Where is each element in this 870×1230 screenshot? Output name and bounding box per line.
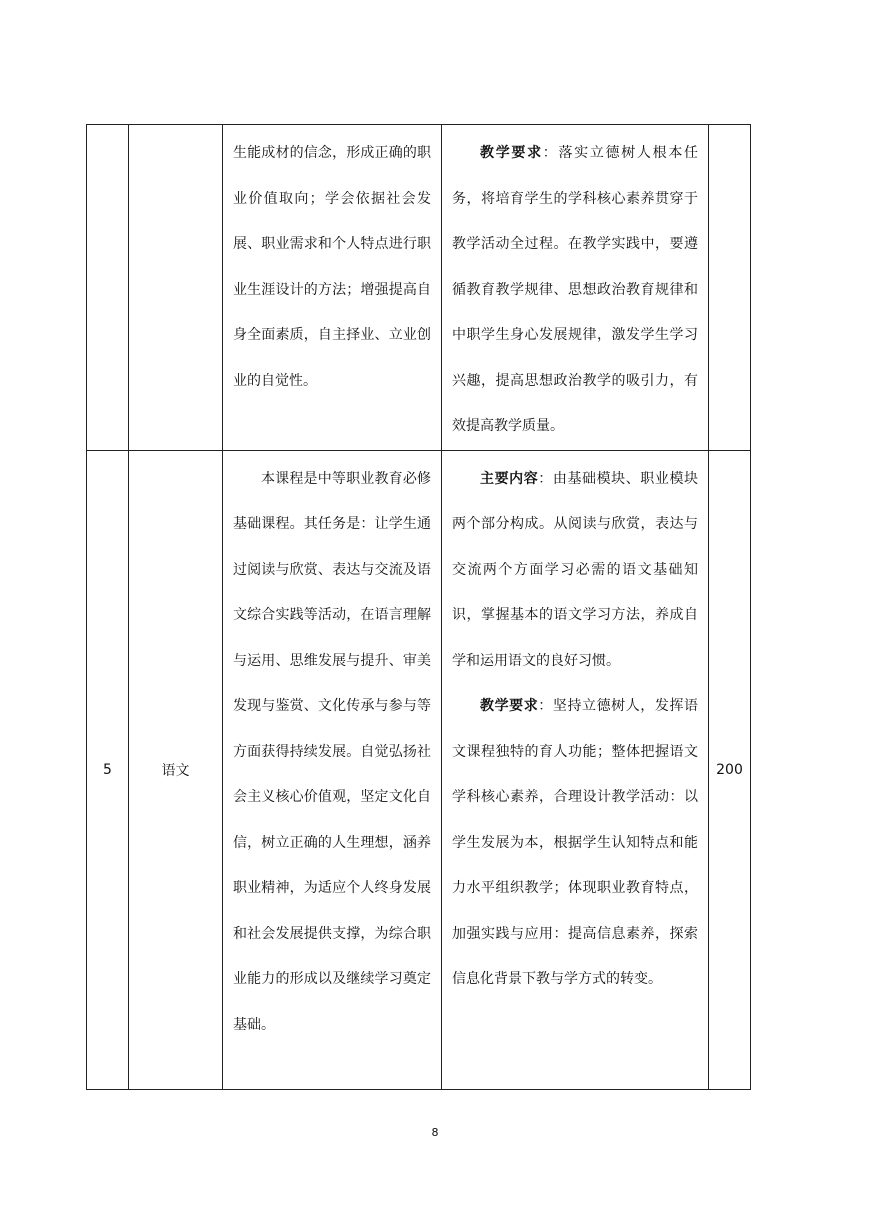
main-content-heading: 主要内容	[480, 470, 539, 487]
course-name-cell	[129, 125, 223, 451]
row-number-cell: 5	[87, 450, 129, 1089]
table-row	[87, 450, 751, 1089]
objective-cell	[223, 450, 442, 1089]
requirements-heading: 教学要求	[480, 698, 539, 714]
content-paragraph-requirements	[452, 131, 698, 450]
page-number: 8	[431, 1126, 439, 1139]
content-paragraph-main	[452, 457, 698, 685]
objective-paragraph	[233, 457, 431, 1049]
main-content-text: ：由基础模块、职业模块两个部分构成。从阅读与欣赏，表达与交流两个方面学习必需的语文基础知识，掌握基本的语文学习方法，养成自学和运用语文的良好习惯。	[452, 470, 699, 669]
content-cell	[442, 450, 709, 1089]
curriculum-table	[86, 124, 751, 1090]
requirements-heading: 教学要求	[480, 145, 543, 161]
content-cell	[442, 125, 709, 451]
objective-text: 本课程是中等职业教育必修基础课程。其任务是：让学生通过阅读与欣赏、表达与交流及语文综合实践等活动，在语言理解与运用、思维发展与提升、审美发现与鉴赏、文化传承与参与等方面获得持续发展。自觉弘扬社会主义核心价值观，坚定文化自信，树立正确的人生理想，涵养职业精神，为适应个人终身发展和社会发展提供支撑，为综合职业能力的形成以及继续学习奠定基础。	[233, 470, 431, 1033]
requirements-text: ：落实立德树人根本任务，将培育学生的学科核心素养贯穿于教学活动全过程。在教学实践中，要遵循教育教学规律、思想政治教育规律和中职学生身心发展规律，激发学生学习兴趣，提高思想政治教学的吸引力，有效提高教学质量。	[452, 145, 699, 434]
hours-cell	[709, 125, 751, 451]
objective-text: 生能成材的信念，形成正确的职业价值取向；学会依据社会发展、职业需求和个人特点进行职业生涯设计的方法；增强提高自身全面素质，自主择业、立业创业的自觉性。	[233, 145, 431, 389]
requirements-text: ：坚持立德树人，发挥语文课程独特的育人功能；整体把握语文学科核心素养，合理设计教学活动：以学生发展为本，根据学生认知特点和能力水平组织教学；体现职业教育特点，加强实践与应用：提高信息素养，探索信息化背景下教与学方式的转变。	[452, 698, 699, 987]
objective-cell	[223, 125, 442, 451]
row-number-cell	[87, 125, 129, 451]
hours-cell: 200	[709, 450, 751, 1089]
objective-paragraph	[233, 131, 431, 404]
content-paragraph-requirements	[452, 684, 698, 1003]
course-name-cell: 语文	[129, 450, 223, 1089]
table-row	[87, 125, 751, 451]
